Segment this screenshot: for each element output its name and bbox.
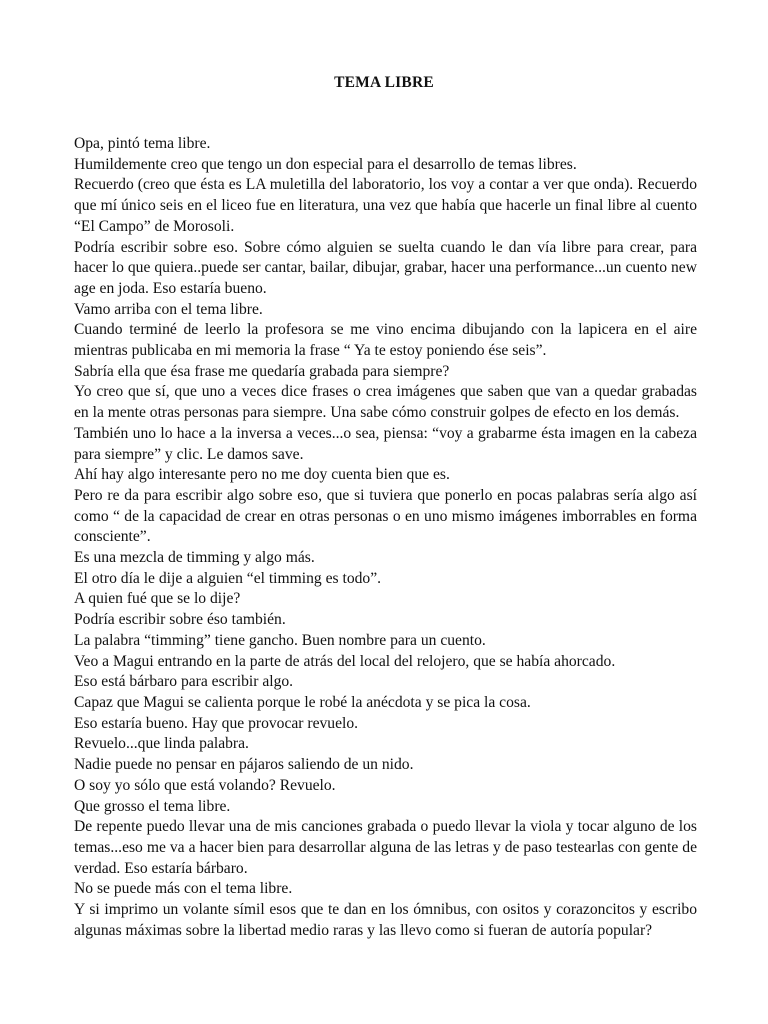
paragraph: Cuando terminé de leerlo la profesora se me vino encima dibujando con la lapicera en el aire mientras publicaba en mi memoria la frase “ Ya te estoy poniendo ése seis”. [74, 321, 697, 360]
paragraph: De repente puedo llevar una de mis canciones grabada o puedo llevar la viola y tocar alguno de los temas...eso me va a hacer bien para desarrollar alguna de las letras y de paso testearlas con gente de verdad. Eso estaría bárbaro. [74, 818, 697, 877]
paragraph: Recuerdo (creo que ésta es LA muletilla del laboratorio, los voy a contar a ver que onda). Recuerdo que mí único seis en el liceo fue en literatura, una vez que había que hacerle un final libre al cuento “El Campo” de Morosoli. [74, 176, 697, 235]
paragraph: Que grosso el tema libre. [74, 797, 231, 815]
paragraph: La palabra “timming” tiene gancho. Buen nombre para un cuento. [74, 631, 486, 649]
paragraph: Humildemente creo que tengo un don especial para el desarrollo de temas libres. [74, 155, 577, 173]
paragraph: No se puede más con el tema libre. [74, 880, 293, 898]
paragraph: Ahí hay algo interesante pero no me doy cuenta bien que es. [74, 466, 450, 484]
paragraph: Eso está bárbaro para escribir algo. [74, 673, 294, 691]
paragraph: Veo a Magui entrando en la parte de atrás del local del relojero, que se había ahorcado. [74, 652, 616, 670]
paragraph: Yo creo que sí, que uno a veces dice frases o crea imágenes que saben que van a quedar grabadas en la mente otras personas para siempre. Una sabe cómo construir golpes de efecto en los demás. [74, 383, 697, 422]
paragraph: Revuelo...que linda palabra. [74, 735, 249, 753]
paragraph: Capaz que Magui se calienta porque le robé la anécdota y se pica la cosa. [74, 693, 531, 711]
paragraph: Y si imprimo un volante símil esos que te dan en los ómnibus, con ositos y corazoncitos y escribo algunas máximas sobre la libertad medio raras y las llevo como si fueran de autoría popular? [74, 901, 697, 939]
paragraph: Opa, pintó tema libre. [74, 135, 211, 152]
document-title: TEMA LIBRE [334, 74, 434, 91]
paragraph: Podría escribir sobre eso. Sobre cómo alguien se suelta cuando le dan vía libre para crear, para hacer lo que quiera..puede ser cantar, bailar, dibujar, grabar, hacer una performance...un cuento new age en joda. Eso estaría bueno. [74, 238, 697, 297]
paragraph: El otro día le dije a alguien “el timming es todo”. [74, 569, 382, 587]
paragraph: También uno lo hace a la inversa a veces...o sea, piensa: “voy a grabarme ésta imagen en la cabeza para siempre” y clic. Le damos save. [74, 424, 697, 463]
paragraph: Vamo arriba con el tema libre. [74, 300, 263, 318]
paragraph: Es una mezcla de timming y algo más. [74, 549, 315, 567]
paragraph: Sabría ella que ésa frase me quedaría grabada para siempre? [74, 362, 450, 380]
paragraph: Nadie puede no pensar en pájaros saliendo de un nido. [74, 756, 414, 774]
paragraph: Eso estaría bueno. Hay que provocar revuelo. [74, 714, 359, 732]
paragraph: A quien fué que se lo dije? [74, 590, 241, 608]
paragraph: Pero re da para escribir algo sobre eso, que si tuviera que ponerlo en pocas palabras sería algo así como “ de la capacidad de crear en otras personas o en uno mismo imágenes imborrables en forma consciente”. [74, 486, 697, 546]
paragraph: O soy yo sólo que está volando? Revuelo. [74, 776, 336, 794]
document-body [74, 134, 697, 941]
paragraph: Podría escribir sobre éso también. [74, 611, 286, 629]
